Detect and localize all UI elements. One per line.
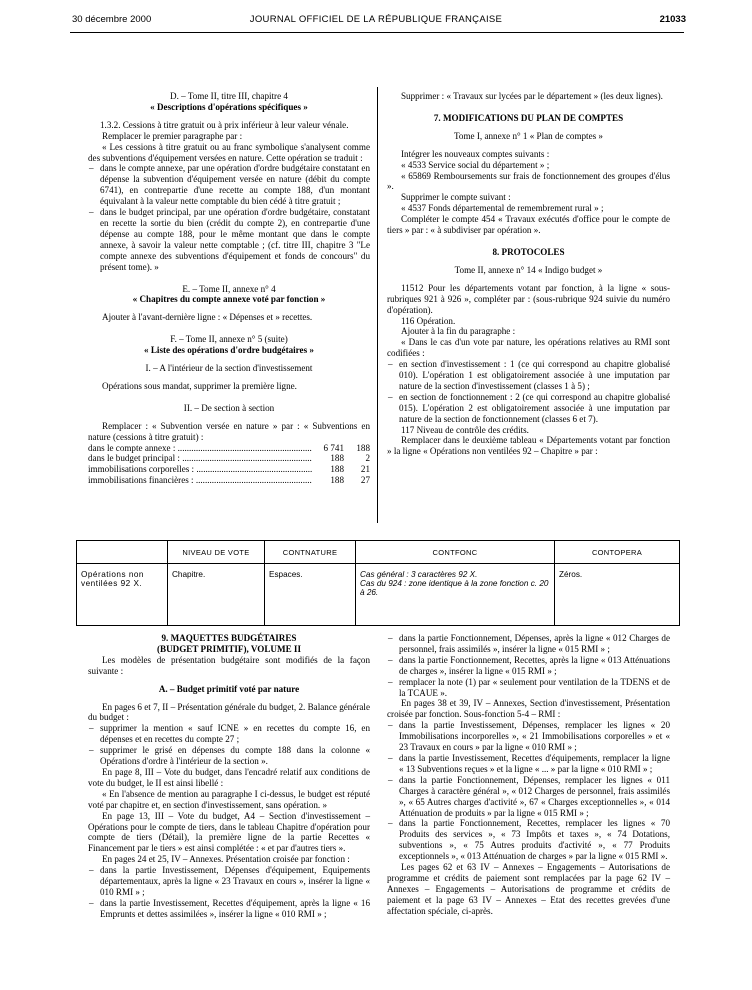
section-f-ii-text: Remplacer : « Subvention versée en nature » par : « Subventions en nature (cessions à titre gratuit) : (88, 420, 370, 442)
bullet: – dans la partie Investissement, Recettes d'équipement, après la ligne « 16 Emprunts et dettes assimilées », insérer la ligne « 010 RMI » ; (88, 898, 370, 920)
table-cell: Zéros. (555, 564, 680, 626)
bullet: – dans la partie Fonctionnement, Dépenses, remplacer les lignes « 011 Charges à caractère général », « 012 Charges de personnel, frais assimilés », « 65 Autres charges d'activité », 67 « Charges exceptionnelles », « 014 Atténuation de produits » par la ligne « 015 RMI » ; (387, 775, 670, 819)
bullet: – en section d'investissement : 1 (ce qui correspond au chapitre globalisé 010). L'opération 1 est obligatoirement associée à une imputation par nature de la section d'investissement (classes 1 à 5) ; (387, 359, 670, 392)
left-column-top (88, 91, 370, 486)
section-e-subtitle: « Chapitres du compte annexe voté par fonction » (132, 294, 326, 305)
paragraph: Les modèles de présentation budgétaire sont modifiés de la façon suivante : (88, 654, 370, 676)
paragraph: 117 Niveau de contrôle des crédits. (401, 424, 529, 435)
contfonc-line: Cas du 924 : zone identique à la zone fonction c. 20 à 26. (360, 579, 549, 597)
table-header-cell: CONTFONC (356, 541, 555, 564)
paragraph: Intégrer les nouveaux comptes suivants : (401, 148, 550, 159)
paragraph-supprimer: Supprimer : « Travaux sur lycées par le département » (les deux lignes). (401, 91, 663, 101)
bullet: – supprimer le grisé en dépenses du compte 188 dans la colonne « Opérations d'ordre à l'intérieur de la section ». (88, 745, 370, 767)
section-e-text: Ajouter à l'avant-dernière ligne : « Dépenses et » recettes. (102, 312, 313, 323)
section-f-title: F. – Tome II, annexe n° 5 (suite) (170, 334, 288, 345)
page-header (0, 14, 752, 28)
header-page-number: 21033 (659, 14, 686, 25)
section-f-i-text: Opérations sous mandat, supprimer la première ligne. (102, 380, 297, 391)
section-8-title: 8. PROTOCOLES (492, 246, 565, 257)
section-f-subtitle: « Liste des opérations d'ordre budgétaires » (144, 345, 314, 356)
bullet: – dans la partie Fonctionnement, Recettes, remplacer les lignes « 70 Produits des services », « 73 Impôts et taxes », « 74 Dotations, subventions », « 75 Autres produits d'activité », « 77 Produits exceptionnels », « 013 Atténuation de charges » par la ligne « 015 RMI ». (387, 818, 670, 862)
paragraph: Remplacer dans le deuxième tableau « Départements votant par fonction » la ligne « Opérations non ventilées 92 – Chapitre » par : (387, 435, 670, 457)
bullet-budget-principal: – dans le budget principal, par une opération d'ordre budgétaire, constatant en recette la sortie du bien (crédit du compte 2), en contrepartie d'une dépense au compte 188, pour le même montant que dans le compte annexe, à savoir la valeur nette comptable ; (cf. titre III, chapitre 3 "Le compte annexe des subventions d'équipement et fonds de concours" du présent tome). » (88, 207, 370, 272)
bullet: – dans la partie Investissement, Dépenses d'équipement, Equipements départementaux, après la ligne « 23 Travaux en cours », insérer la ligne « 010 RMI » ; (88, 865, 370, 898)
bullet: – supprimer la mention « sauf ICNE » en recettes du compte 16, en dépenses et en recettes du compte 27 ; (88, 723, 370, 745)
paragraph: En pages 6 et 7, II – Présentation générale du budget, 2. Balance générale du budget : (88, 701, 370, 723)
section-e-title: E. – Tome II, annexe n° 4 (182, 283, 276, 294)
table-cell-label: Opérations non ventilées 92 X. (77, 564, 168, 626)
paragraph: Compléter le compte 454 « Travaux exécutés d'office pour le compte de tiers » par : « à subdiviser par opération ». (387, 214, 670, 236)
section-f-ii: II. – De section à section (183, 402, 275, 413)
bullet-compte-annexe: – dans le compte annexe, par une opération d'ordre budgétaire constatant en dépense la subvention d'équipement versée en nature (débit du compte 6741), en contrepartie d'une recette au compte 188, d'un montant équivalant à la valeur nette comptable du bien cédé à titre gratuit ; (88, 163, 370, 207)
section-a-title: A. – Budget primitif voté par nature (158, 683, 300, 694)
table-cell: Espaces. (265, 564, 356, 626)
paragraph-132: 1.3.2. Cessions à titre gratuit ou à prix inférieur à leur valeur vénale. (100, 119, 349, 130)
table-row (77, 564, 680, 626)
table-header-row (77, 541, 680, 564)
paragraph: « Dans le cas d'un vote par nature, les opérations relatives au RMI sont codifiées : (387, 337, 670, 359)
contfonc-line: Cas général : 3 caractères 92 X. (360, 570, 478, 579)
paragraph: 11512 Pour les départements votant par fonction, à la ligne « sous-rubriques 921 à 926 », compléter par : (sous-rubrique 924 suivie du numéro d'opération). (387, 282, 670, 315)
paragraph: Les pages 62 et 63 IV – Annexes – Engagements – Autorisations de programme et crédits de paiement sont remplacées par la page 62 IV – Annexes – Engagements – Autorisations de programme et crédits de paiement et la page 63 IV – Annexes – Etat des recettes grevées d'une affectation spéciale, ci-après. (387, 862, 670, 916)
right-column-bottom (387, 633, 670, 917)
section-d-title: D. – Tome II, titre III, chapitre 4 (170, 91, 288, 101)
left-column-bottom (88, 633, 370, 920)
amount-row: dans le compte annexe : ..... 6 741 188 (88, 443, 370, 454)
header-title: JOURNAL OFFICIEL DE LA RÉPUBLIQUE FRANÇAISE (249, 14, 503, 25)
table-header-cell: NIVEAU DE VOTE (168, 541, 265, 564)
operations-table (76, 540, 680, 626)
bullet: – remplacer la note (1) par « seulement pour ventilation de la TDENS et de la TCAUE ». (387, 677, 670, 699)
section-f-i: I. – A l'intérieur de la section d'investissement (145, 363, 313, 374)
bullet: – dans la partie Investissement, Dépenses, remplacer les lignes « 20 Immobilisations incorporelles », « 21 Immobilisations corporelles » et « 23 Travaux en cours » par la ligne « 010 RMI » ; (387, 720, 670, 753)
bullet: – dans la partie Fonctionnement, Dépenses, après la ligne « 012 Charges de personnel, frais assimilés », insérer la ligne « 015 RMI » ; (387, 633, 670, 655)
bullet: – dans la partie Fonctionnement, Recettes, après la ligne « 013 Atténuations de charges », insérer la ligne « 015 RMI » ; (387, 655, 670, 677)
table-cell: Chapitre. (168, 564, 265, 626)
table-header-cell: CONTOPERA (555, 541, 680, 564)
paragraph: 116 Opération. (401, 315, 456, 326)
paragraph: « En l'absence de mention au paragraphe I ci-dessus, le budget est réputé voté par chapitre et, en section d'investissement, sans opération. » (88, 788, 370, 810)
column-divider (377, 87, 378, 523)
paragraph: Ajouter à la fin du paragraphe : (401, 326, 516, 337)
section-9-title: 9. MAQUETTES BUDGÉTAIRES (161, 633, 297, 643)
right-column-top (387, 91, 670, 457)
paragraph: « 65869 Remboursements sur frais de fonctionnement des groupes d'élus ». (387, 170, 670, 192)
paragraph: « 4533 Service social du département » ; (401, 159, 550, 170)
header-rule (70, 32, 684, 33)
amount-row: immobilisations financières : ..... 188 27 (88, 475, 370, 486)
paragraph: En page 13, III – Vote du budget, A4 – Section d'investissement – Opérations pour le compte de tiers, dans le tableau Chapitre d'opération pour compte de tiers (Détail), la première ligne de la partie Recettes « Financement par le tiers » est ainsi complétée : « et par d'autres tiers ». (88, 810, 370, 854)
paragraph: En pages 24 et 25, IV – Annexes. Présentation croisée par fonction : (102, 854, 350, 865)
paragraph: Supprimer le compte suivant : (401, 192, 511, 203)
section-9-subtitle: (BUDGET PRIMITIF), VOLUME II (157, 643, 301, 654)
table-header-cell (77, 541, 168, 564)
amount-row: dans le budget principal : ..... 188 2 (88, 453, 370, 464)
paragraph: En pages 38 et 39, IV – Annexes, Section d'investissement, Présentation croisée par fonction. Sous-fonction 5-4 – RMI : (387, 698, 670, 720)
table-header-cell: CONTNATURE (265, 541, 356, 564)
section-8-subtitle: Tome II, annexe n° 14 « Indigo budget » (454, 264, 603, 275)
section-d-subtitle: « Descriptions d'opérations spécifiques » (150, 101, 308, 112)
bullet: – en section de fonctionnement : 2 (ce qui correspond au chapitre globalisé 015). L'opération 2 est obligatoirement associée à une imputation par nature de la section de fonctionnement (classes 6 et 7). (387, 392, 670, 425)
section-7-title: 7. MODIFICATIONS DU PLAN DE COMPTES (433, 112, 624, 123)
section-7-subtitle: Tome I, annexe n° 1 « Plan de comptes » (454, 130, 603, 141)
paragraph: « 4537 Fonds départemental de remembrement rural » ; (401, 203, 604, 214)
paragraph-remplacer: Remplacer le premier paragraphe par : (102, 130, 243, 141)
table-cell (356, 564, 555, 626)
amount-row: immobilisations corporelles : ..... 188 21 (88, 464, 370, 475)
paragraph: En page 8, III – Vote du budget, dans l'encadré relatif aux conditions de vote du budget, le II est ainsi libellé : (88, 766, 370, 788)
paragraph-quote: « Les cessions à titre gratuit ou au franc symbolique s'analysent comme des subventions d'équipement versées en nature. Cette opération se traduit : (88, 141, 370, 163)
bullet: – dans la partie Investissement, Recettes d'équipements, remplacer la ligne « 13 Subventions reçues » et la ligne « ... » par la ligne « 010 RMI » ; (387, 753, 670, 775)
header-date: 30 décembre 2000 (72, 14, 152, 25)
